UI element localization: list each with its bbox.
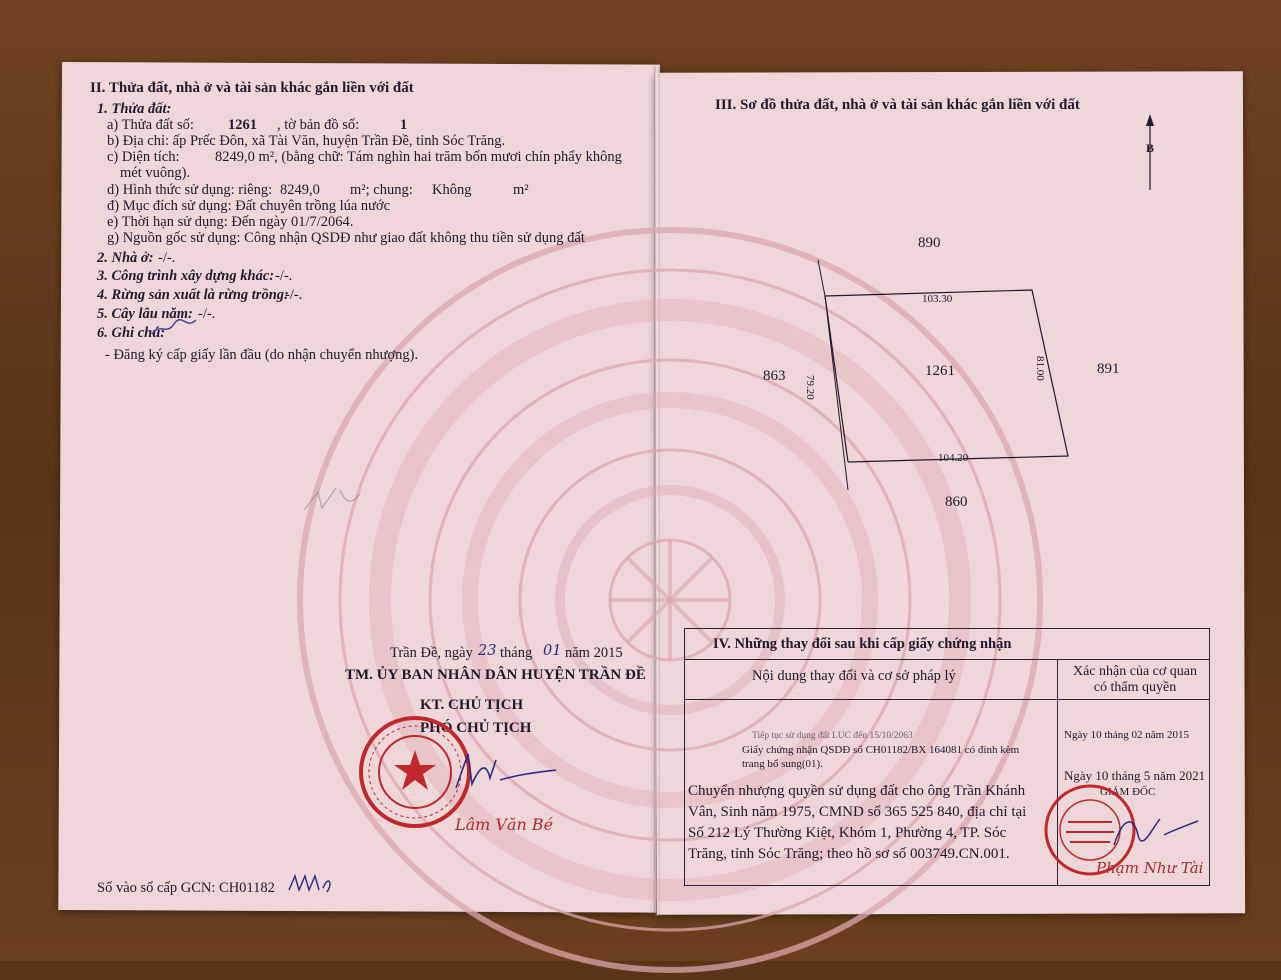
kt-chairman: KT. CHỦ TỊCH bbox=[420, 697, 524, 713]
area-words-cont: mét vuông). bbox=[120, 165, 191, 181]
registration-number: Số vào sổ cấp GCN: CH01182 bbox=[97, 880, 275, 896]
change-2-confirm-title: GIÁM ĐỐC bbox=[1100, 786, 1156, 798]
issue-month: 01 bbox=[543, 643, 562, 659]
registration-initials-icon bbox=[285, 870, 335, 896]
director-signature-icon bbox=[1110, 805, 1200, 855]
item-2-title: 2. Nhà ở: bbox=[97, 250, 154, 266]
neighbor-parcel-north: 890 bbox=[918, 235, 941, 251]
director-name: Phạm Như Tài bbox=[1096, 859, 1204, 877]
initial-scribble-icon bbox=[150, 316, 200, 340]
signature-mark-icon bbox=[450, 748, 560, 798]
address: b) Địa chỉ: ấp Prếc Đôn, xã Tài Văn, huyện Trần Đề, tỉnh Sóc Trăng. bbox=[107, 133, 506, 149]
dimension-top: 103.30 bbox=[922, 293, 953, 305]
dimension-left: 79.20 bbox=[804, 375, 816, 400]
item-4-title: 4. Rừng sản xuất là rừng trồng: bbox=[97, 287, 289, 303]
change-2-text: Chuyển nhượng quyền sử dụng đất cho ông Trần Khánh Vân, Sinh năm 1975, CMND số 365 525 840, địa chỉ tại Số 212 Lý Thường Kiệt, Khóm 1, Phường 4, TP. Sóc Trăng, tỉnh Sóc Trăng; theo hồ sơ số 003749.CN.001. bbox=[688, 783, 1027, 862]
item-5-title: 5. Cây lâu năm: bbox=[97, 306, 193, 322]
item-2-value: -/-. bbox=[158, 250, 176, 266]
change-1-line-1: Giấy chứng nhận QSDĐ số CH01182/BX 164081 có đính kèm bbox=[742, 744, 1020, 756]
issuing-authority: TM. ỦY BAN NHÂN DÂN HUYỆN TRẦN ĐỀ bbox=[345, 667, 646, 683]
usage-unit-1: m²; chung: bbox=[350, 182, 413, 198]
dimension-right: 81.00 bbox=[1034, 356, 1046, 381]
item-4-value: -/-. bbox=[285, 287, 303, 303]
item-6-title: 6. Ghi chú: bbox=[97, 325, 166, 341]
map-sheet-number: 1 bbox=[400, 117, 408, 133]
section-3-title: III. Sơ đồ thửa đất, nhà ở và tài sản khác gắn liền với đất bbox=[715, 97, 1080, 113]
note-text: - Đăng ký cấp giấy lần đầu (do nhận chuyển nhượng). bbox=[105, 347, 419, 363]
changes-col-confirm-header: Xác nhận của cơ quan có thẩm quyền bbox=[1072, 664, 1197, 695]
parcel-1261-label: 1261 bbox=[925, 363, 955, 379]
change-1-faded-text: Tiếp tục sử dụng đất LUC đến 15/10/2063 bbox=[752, 731, 913, 741]
issue-day: 23 bbox=[478, 643, 497, 659]
neighbor-parcel-south: 860 bbox=[945, 494, 968, 510]
dimension-bottom: 104.20 bbox=[938, 452, 969, 464]
usage-purpose: đ) Mục đích sử dụng: Đất chuyên trồng lúa nước bbox=[107, 198, 391, 214]
usage-unit-2: m² bbox=[513, 182, 529, 198]
map-sheet-label: , tờ bản đồ số: bbox=[277, 117, 360, 133]
change-1-confirm-date: Ngày 10 tháng 02 năm 2015 bbox=[1064, 729, 1189, 741]
signer-name: Lâm Văn Bé bbox=[455, 815, 554, 834]
vice-chairman: PHÓ CHỦ TỊCH bbox=[420, 720, 532, 736]
area-label: c) Diện tích: bbox=[107, 149, 180, 165]
item-3-value: -/-. bbox=[275, 268, 293, 284]
usage-origin: g) Nguồn gốc sử dụng: Công nhận QSDĐ như giao đất không thu tiền sử dụng đất bbox=[107, 230, 585, 246]
issue-place-date-label: Trần Đề, ngày bbox=[390, 645, 473, 661]
neighbor-parcel-west: 863 bbox=[763, 368, 786, 384]
section-2-title: II. Thửa đất, nhà ở và tài sản khác gắn liền với đất bbox=[90, 80, 414, 96]
change-1-line-2: trang bổ sung(01). bbox=[742, 758, 823, 770]
faint-scribble-icon bbox=[300, 480, 380, 520]
area-value: 8249,0 m², (bằng chữ: Tám nghìn hai trăm bốn mươi chín phẩy không bbox=[215, 149, 622, 165]
section-4-title: IV. Những thay đổi sau khi cấp giấy chứng nhận bbox=[713, 636, 1012, 652]
item-3-title: 3. Công trình xây dựng khác: bbox=[97, 268, 275, 284]
usage-shared: Không bbox=[432, 182, 472, 198]
change-2-confirm-date: Ngày 10 tháng 5 năm 2021 bbox=[1064, 768, 1206, 783]
neighbor-parcel-east: 891 bbox=[1097, 361, 1120, 377]
usage-term: e) Thời hạn sử dụng: Đến ngày 01/7/2064. bbox=[107, 214, 354, 230]
parcel-number-label: a) Thửa đất số: bbox=[107, 117, 194, 133]
usage-form-label: d) Hình thức sử dụng: riêng: bbox=[107, 182, 273, 198]
north-letter: B bbox=[1146, 141, 1155, 155]
item-5-value: -/-. bbox=[198, 306, 216, 322]
item-1-title: 1. Thửa đất: bbox=[97, 101, 172, 117]
changes-col-content-header: Nội dung thay đổi và cơ sở pháp lý bbox=[752, 668, 956, 684]
parcel-number: 1261 bbox=[228, 117, 257, 133]
usage-private: 8249,0 bbox=[280, 182, 320, 198]
issue-year: năm 2015 bbox=[565, 645, 623, 661]
issue-month-label: tháng bbox=[500, 645, 533, 661]
